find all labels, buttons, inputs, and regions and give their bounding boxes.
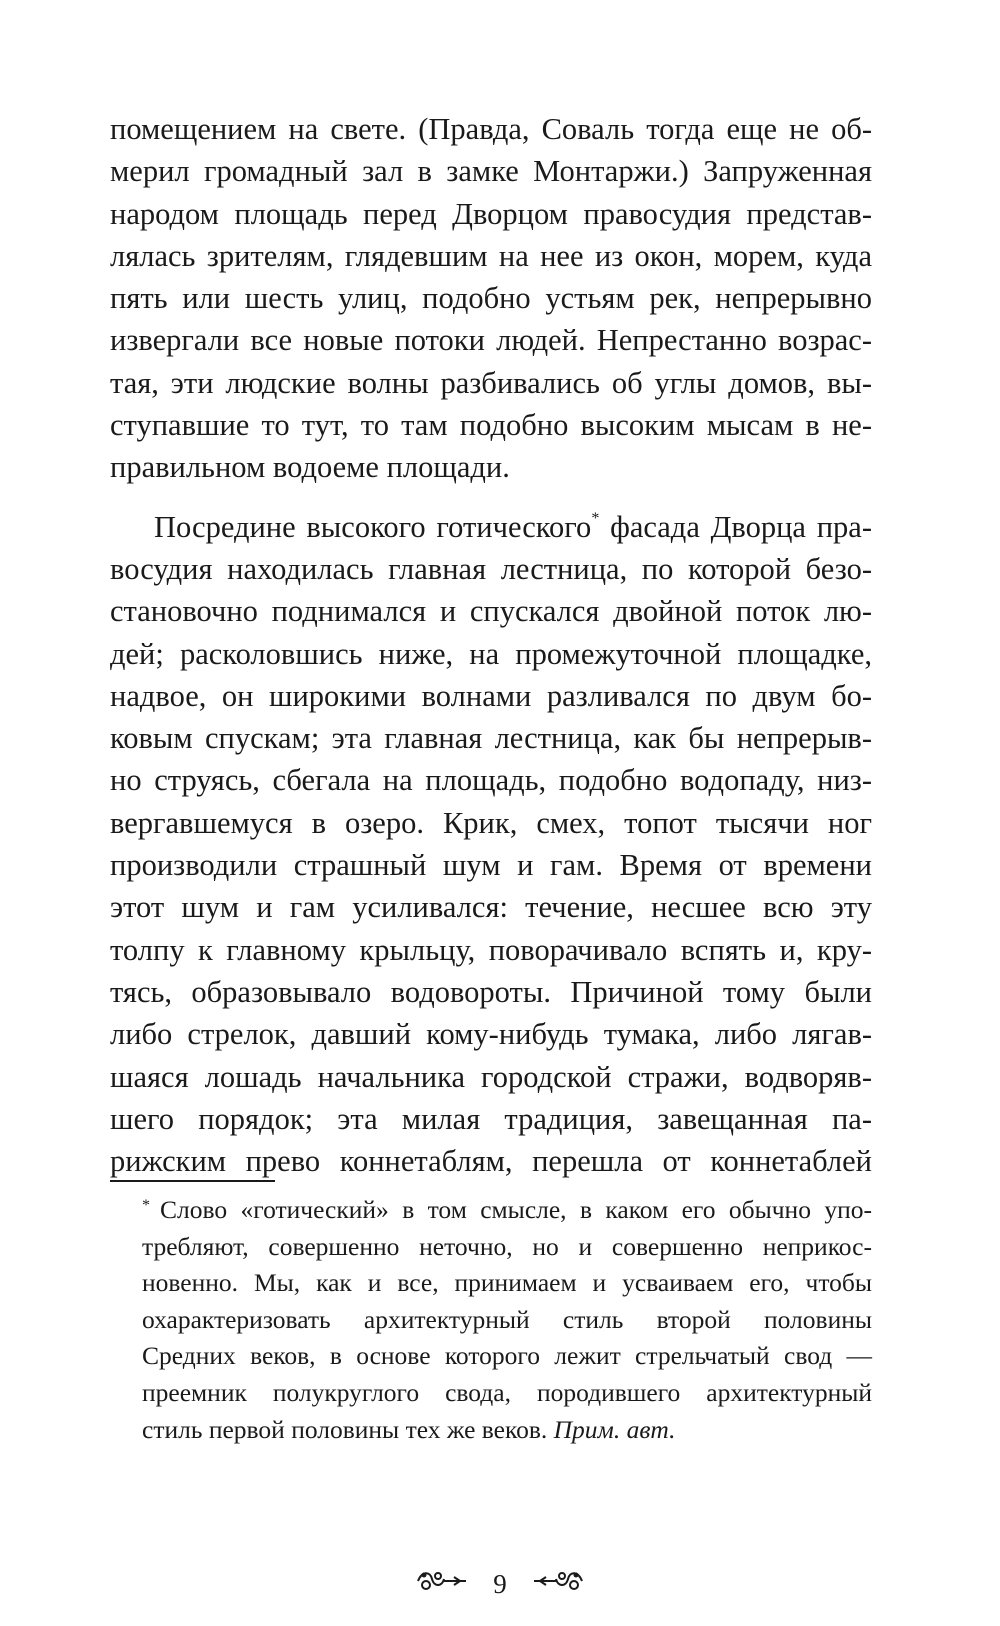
text-line: тая, эти людские волны разбивались об углы домов, вы- [110, 365, 872, 400]
text-line: шего порядок; эта милая традиция, завещанная па- [110, 1101, 872, 1136]
page-footer [0, 1566, 1000, 1601]
footnote-line: преемник полукруглого свода, породившего архитектурный [142, 1377, 872, 1407]
paragraph-2-first-line [110, 506, 872, 548]
footnote-text: Слово «готический» в том смысле, в каком его обычно упо- [160, 1195, 872, 1224]
author-note: Прим. авт. [553, 1414, 676, 1444]
text-span: фасада Дворца пра- [599, 509, 872, 544]
footnote-separator [110, 1180, 275, 1182]
footnote-line [142, 1192, 872, 1229]
text-line: тясь, образовывало водовороты. Причиной тому были [110, 974, 872, 1009]
right-ornament-icon [530, 1567, 586, 1601]
text-line: производили страшный шум и гам. Время от времени [110, 848, 872, 883]
text-line: рижским прево коннетаблям, перешла от коннетаблей [110, 1144, 872, 1179]
text-line: но струясь, сбегала на площадь, подобно водопаду, низ- [110, 763, 872, 798]
footnote-marker: * [142, 1197, 150, 1214]
text-line: правильном водоеме площади. [110, 450, 510, 485]
left-ornament-icon [414, 1567, 470, 1601]
text-line: пять или шесть улиц, подобно устьям рек, непрерывно [110, 281, 872, 316]
footnote-line [142, 1412, 872, 1449]
text-line: лялась зрителям, глядевшим на нее из окон, морем, куда [110, 238, 872, 273]
text-line: помещением на свете. (Правда, Соваль тогда еще не об- [110, 112, 872, 146]
text-line: ступавшие то тут, то там подобно высоким мысам в не- [110, 408, 872, 443]
text-line: надвое, он широкими волнами разливался по двум бо- [110, 678, 872, 713]
footnote-line: требляют, совершенно неточно, но и совершенно неприкос- [142, 1231, 872, 1261]
text-line: ковым спускам; эта главная лестница, как бы непрерыв- [110, 721, 872, 756]
main-text [110, 108, 872, 1182]
footnote-reference: * [591, 509, 600, 527]
text-line: мерил громадный зал в замке Монтаржи.) Запруженная [110, 154, 872, 189]
text-line: дей; расколовшись ниже, на промежуточной площадке, [110, 636, 872, 671]
text-line: народом площадь перед Дворцом правосудия представ- [110, 196, 872, 231]
text-line: этот шум и гам усиливался: течение, несшее всю эту [110, 890, 872, 925]
text-line: извергали все новые потоки людей. Непрестанно возрас- [110, 323, 872, 358]
paragraph-2 [110, 506, 872, 1183]
footnote [142, 1192, 872, 1448]
paragraph-1 [110, 108, 872, 489]
text-line: толпу к главному крыльцу, поворачивало вспять и, кру- [110, 932, 872, 967]
text-line: либо стрелок, давший кому-нибудь тумака, либо лягав- [110, 1017, 872, 1052]
page-number: 9 [493, 1568, 507, 1599]
text-line: вергавшемуся в озеро. Крик, смех, топот тысячи ног [110, 805, 872, 840]
text-line: восудия находилась главная лестница, по которой безо- [110, 551, 872, 586]
footnote-line: Средних веков, в основе которого лежит стрельчатый свод — [142, 1341, 872, 1371]
footnote-line: новенно. Мы, как и все, принимаем и усваиваем его, чтобы [142, 1268, 872, 1298]
footnote-line: охарактеризовать архитектурный стиль второй половины [142, 1304, 872, 1334]
text-line: становочно поднимался и спускался двойной поток лю- [110, 594, 872, 629]
footnote-text: стиль первой половины тех же веков. [142, 1414, 554, 1444]
text-span: Посредине высокого готического [154, 509, 592, 544]
text-line: шаяся лошадь начальника городской стражи, водворяв- [110, 1059, 872, 1094]
